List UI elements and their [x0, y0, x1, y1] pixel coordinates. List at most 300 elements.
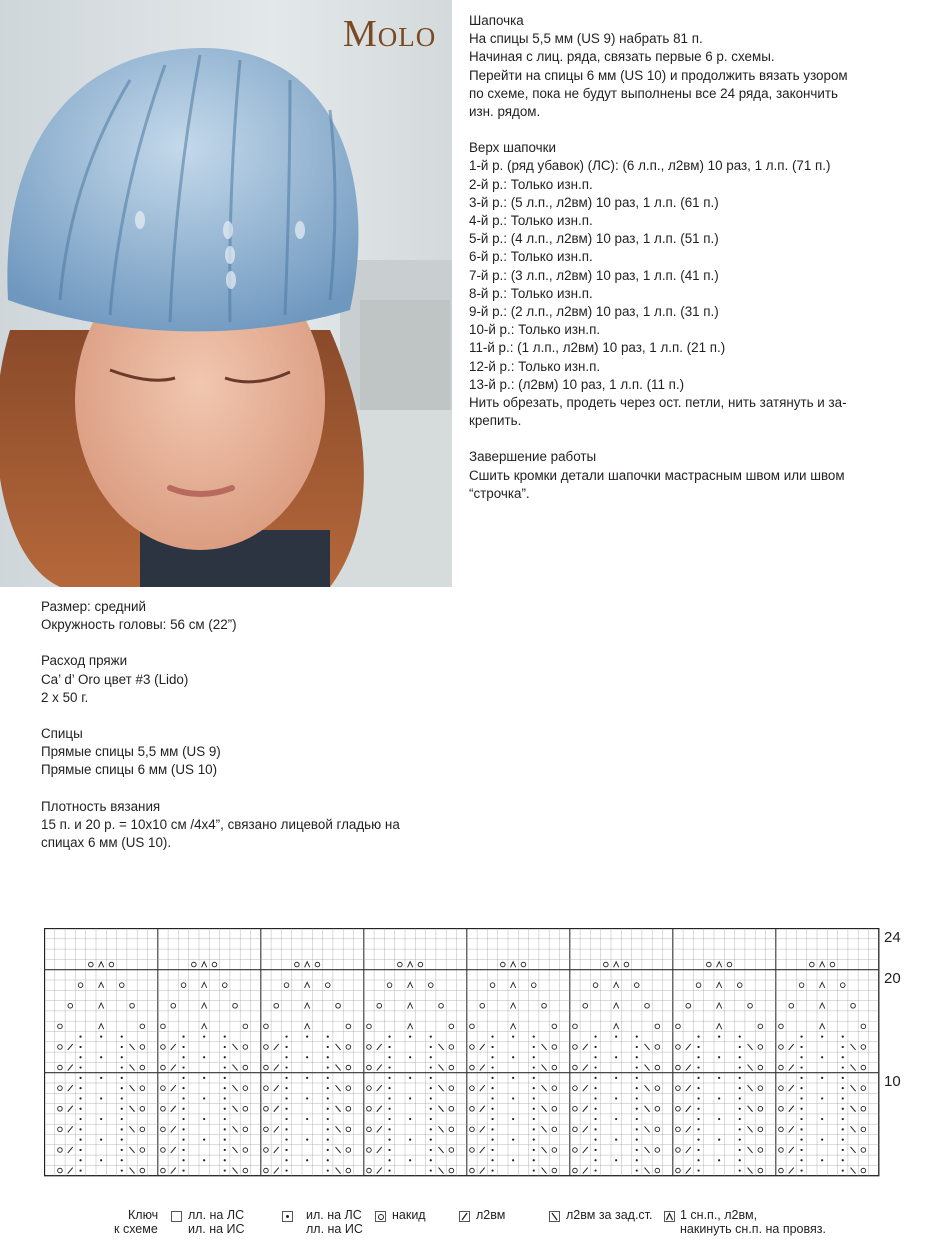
- purl-dot-mark: [430, 1108, 432, 1110]
- purl-dot-mark: [800, 1087, 802, 1089]
- key-k2tog: л2вм: [476, 1208, 506, 1222]
- purl-dot-mark: [121, 1159, 123, 1161]
- purl-dot-mark: [533, 1118, 535, 1120]
- purl-dot-mark: [800, 1149, 802, 1151]
- purl-dot-mark: [430, 1036, 432, 1038]
- purl-dot-mark: [121, 1036, 123, 1038]
- purl-dot-mark: [327, 1149, 329, 1151]
- purl-dot-mark: [121, 1149, 123, 1151]
- purl-dot-mark: [100, 1077, 102, 1079]
- purl-dot-mark: [182, 1169, 184, 1171]
- purl-dot-mark: [79, 1118, 81, 1120]
- purl-dot-mark: [739, 1097, 741, 1099]
- purl-dot-mark: [100, 1056, 102, 1058]
- top-line: 1-й р. (ряд убавок) (ЛС): (6 л.п., л2вм) 10 раз, 1 л.п. (71 п.): [469, 158, 831, 174]
- purl-dot-mark: [491, 1077, 493, 1079]
- size-line: Окружность головы: 56 см (22”): [41, 617, 237, 633]
- top-line: крепить.: [469, 413, 522, 429]
- purl-dot-mark: [636, 1066, 638, 1068]
- chart-grid: [44, 928, 880, 1178]
- purl-dot-mark: [182, 1097, 184, 1099]
- purl-dot-mark: [121, 1097, 123, 1099]
- purl-dot-mark: [224, 1139, 226, 1141]
- purl-dot-mark: [491, 1108, 493, 1110]
- purl-dot-mark: [533, 1046, 535, 1048]
- hat-line: Перейти на спицы 6 мм (US 10) и продолжить вязать узором: [469, 67, 848, 83]
- purl-dot-mark: [409, 1036, 411, 1038]
- purl-dot-mark: [121, 1077, 123, 1079]
- purl-dot-mark: [430, 1128, 432, 1130]
- purl-dot-mark: [800, 1046, 802, 1048]
- purl-dot-mark: [718, 1159, 720, 1161]
- purl-dot-mark: [821, 1118, 823, 1120]
- top-heading: Верх шапочки: [469, 140, 556, 156]
- key-blank-2: ил. на ИС: [188, 1222, 245, 1236]
- yarn-line: 2 х 50 г.: [41, 689, 89, 705]
- purl-dot-mark: [800, 1097, 802, 1099]
- purl-dot-mark: [512, 1118, 514, 1120]
- purl-dot-mark: [285, 1046, 287, 1048]
- key-dot-1: ил. на ЛС: [306, 1208, 362, 1222]
- purl-dot-mark: [594, 1097, 596, 1099]
- purl-dot-mark: [388, 1159, 390, 1161]
- purl-dot-mark: [533, 1056, 535, 1058]
- purl-dot-mark: [615, 1097, 617, 1099]
- purl-dot-mark: [182, 1087, 184, 1089]
- purl-dot-mark: [739, 1066, 741, 1068]
- purl-dot-mark: [327, 1077, 329, 1079]
- purl-dot-mark: [533, 1087, 535, 1089]
- purl-dot-mark: [697, 1046, 699, 1048]
- purl-dot-mark: [409, 1118, 411, 1120]
- purl-dot-mark: [203, 1036, 205, 1038]
- purl-dot-mark: [430, 1046, 432, 1048]
- top-line: 12-й р.: Только изн.п.: [469, 358, 601, 374]
- purl-dot-mark: [388, 1056, 390, 1058]
- purl-dot-mark: [79, 1087, 81, 1089]
- purl-dot-mark: [800, 1139, 802, 1141]
- purl-dot-mark: [594, 1077, 596, 1079]
- purl-dot-mark: [800, 1128, 802, 1130]
- purl-dot-mark: [327, 1159, 329, 1161]
- purl-dot-mark: [100, 1159, 102, 1161]
- needles-heading: Спицы: [41, 726, 83, 742]
- purl-dot-mark: [79, 1066, 81, 1068]
- pattern-title: Molo: [343, 13, 437, 55]
- knitting-chart: [44, 928, 880, 1183]
- hat-line: Начиная с лиц. ряда, связать первые 6 р. схемы.: [469, 49, 775, 65]
- purl-dot-mark: [388, 1139, 390, 1141]
- key-subtitle: к схеме: [114, 1222, 158, 1236]
- purl-dot-mark: [615, 1077, 617, 1079]
- purl-dot-mark: [491, 1087, 493, 1089]
- top-line: 10-й р.: Только изн.п.: [469, 322, 601, 338]
- purl-dot-mark: [203, 1056, 205, 1058]
- purl-dot-mark: [842, 1139, 844, 1141]
- purl-dot-mark: [615, 1036, 617, 1038]
- purl-dot-mark: [285, 1159, 287, 1161]
- purl-dot-mark: [636, 1046, 638, 1048]
- purl-dot-mark: [79, 1036, 81, 1038]
- top-line: 4-й р.: Только изн.п.: [469, 213, 593, 229]
- purl-dot-mark: [615, 1056, 617, 1058]
- purl-dot-mark: [327, 1087, 329, 1089]
- purl-dot-mark: [182, 1149, 184, 1151]
- purl-dot-mark: [636, 1159, 638, 1161]
- purl-dot-mark: [800, 1077, 802, 1079]
- size-heading: Размер: средний: [41, 599, 146, 614]
- purl-dot-mark: [306, 1097, 308, 1099]
- hat-line: На спицы 5,5 мм (US 9) набрать 81 п.: [469, 31, 703, 47]
- key-yo: накид: [392, 1208, 426, 1222]
- purl-dot-mark: [430, 1159, 432, 1161]
- purl-dot-mark: [697, 1097, 699, 1099]
- blank-square-icon: [171, 1211, 182, 1222]
- purl-dot-mark: [636, 1097, 638, 1099]
- purl-dot-mark: [512, 1097, 514, 1099]
- purl-dot-mark: [306, 1118, 308, 1120]
- purl-dot-mark: [718, 1036, 720, 1038]
- purl-dot-mark: [121, 1108, 123, 1110]
- purl-dot-mark: [224, 1077, 226, 1079]
- purl-dot-mark: [327, 1046, 329, 1048]
- purl-dot-mark: [182, 1066, 184, 1068]
- purl-dot-mark: [285, 1149, 287, 1151]
- purl-dot-mark: [739, 1077, 741, 1079]
- purl-dot-mark: [594, 1169, 596, 1171]
- purl-dot-mark: [842, 1087, 844, 1089]
- purl-dot-mark: [594, 1066, 596, 1068]
- purl-dot-mark: [594, 1118, 596, 1120]
- purl-dot-mark: [718, 1139, 720, 1141]
- purl-dot-mark: [533, 1066, 535, 1068]
- purl-dot-mark: [285, 1128, 287, 1130]
- needles-line: Прямые спицы 6 мм (US 10): [41, 762, 218, 778]
- top-line: 8-й р.: Только изн.п.: [469, 285, 593, 301]
- purl-dot-mark: [224, 1108, 226, 1110]
- purl-dot-mark: [697, 1149, 699, 1151]
- top-line: 9-й р.: (2 л.п., л2вм) 10 раз, 1 л.п. (31 п.): [469, 304, 719, 320]
- purl-dot-mark: [285, 1139, 287, 1141]
- row-label-20: 20: [884, 970, 901, 987]
- purl-dot-mark: [800, 1169, 802, 1171]
- purl-dot-mark: [327, 1097, 329, 1099]
- purl-dot-mark: [697, 1128, 699, 1130]
- purl-dot-mark: [636, 1169, 638, 1171]
- purl-dot-mark: [182, 1118, 184, 1120]
- dot-square-icon: [282, 1211, 293, 1222]
- purl-dot-mark: [800, 1056, 802, 1058]
- purl-dot-mark: [842, 1169, 844, 1171]
- purl-dot-mark: [697, 1066, 699, 1068]
- purl-dot-mark: [121, 1087, 123, 1089]
- purl-dot-mark: [306, 1056, 308, 1058]
- purl-dot-mark: [491, 1056, 493, 1058]
- purl-dot-mark: [533, 1077, 535, 1079]
- purl-dot-mark: [697, 1036, 699, 1038]
- instructions-column: [469, 12, 909, 503]
- purl-dot-mark: [594, 1056, 596, 1058]
- purl-dot-mark: [821, 1139, 823, 1141]
- purl-dot-mark: [388, 1077, 390, 1079]
- key-dot-2: лл. на ИС: [306, 1222, 363, 1236]
- purl-dot-mark: [79, 1108, 81, 1110]
- purl-dot-mark: [491, 1036, 493, 1038]
- purl-dot-mark: [842, 1046, 844, 1048]
- row-label-24: 24: [884, 929, 901, 946]
- purl-dot-mark: [594, 1087, 596, 1089]
- purl-dot-mark: [491, 1097, 493, 1099]
- purl-dot-mark: [739, 1046, 741, 1048]
- purl-dot-mark: [100, 1139, 102, 1141]
- purl-dot-mark: [697, 1118, 699, 1120]
- purl-dot-mark: [739, 1159, 741, 1161]
- purl-dot-mark: [224, 1066, 226, 1068]
- purl-dot-mark: [636, 1128, 638, 1130]
- finish-line: Сшить кромки детали шапочки мастрасным швом или швом: [469, 467, 845, 483]
- k2tog-icon: [459, 1211, 470, 1222]
- purl-dot-mark: [430, 1169, 432, 1171]
- purl-dot-mark: [409, 1159, 411, 1161]
- purl-dot-mark: [491, 1139, 493, 1141]
- purl-dot-mark: [697, 1159, 699, 1161]
- purl-dot-mark: [182, 1036, 184, 1038]
- purl-dot-mark: [79, 1077, 81, 1079]
- purl-dot-mark: [533, 1159, 535, 1161]
- purl-dot-mark: [327, 1118, 329, 1120]
- purl-dot-mark: [821, 1159, 823, 1161]
- purl-dot-mark: [533, 1128, 535, 1130]
- purl-dot-mark: [491, 1118, 493, 1120]
- purl-dot-mark: [821, 1077, 823, 1079]
- purl-dot-mark: [739, 1118, 741, 1120]
- purl-dot-mark: [512, 1077, 514, 1079]
- purl-dot-mark: [491, 1149, 493, 1151]
- purl-dot-mark: [800, 1036, 802, 1038]
- purl-dot-mark: [697, 1169, 699, 1171]
- purl-dot-mark: [182, 1139, 184, 1141]
- purl-dot-mark: [182, 1128, 184, 1130]
- purl-dot-mark: [739, 1108, 741, 1110]
- purl-dot-mark: [821, 1056, 823, 1058]
- key-cdd-1: 1 сн.п., л2вм,: [680, 1208, 758, 1222]
- needles-line: Прямые спицы 5,5 мм (US 9): [41, 744, 221, 760]
- materials-column: [41, 598, 461, 852]
- hat-heading: Шапочка: [469, 13, 524, 28]
- purl-dot-mark: [739, 1139, 741, 1141]
- purl-dot-mark: [285, 1097, 287, 1099]
- row-label-10: 10: [884, 1073, 901, 1090]
- purl-dot-mark: [224, 1087, 226, 1089]
- purl-dot-mark: [739, 1087, 741, 1089]
- purl-dot-mark: [697, 1087, 699, 1089]
- purl-dot-mark: [409, 1077, 411, 1079]
- purl-dot-mark: [594, 1108, 596, 1110]
- purl-dot-mark: [615, 1118, 617, 1120]
- purl-dot-mark: [697, 1056, 699, 1058]
- purl-dot-mark: [594, 1046, 596, 1048]
- purl-dot-mark: [224, 1036, 226, 1038]
- purl-dot-mark: [739, 1169, 741, 1171]
- purl-dot-mark: [430, 1056, 432, 1058]
- purl-dot-mark: [306, 1139, 308, 1141]
- purl-dot-mark: [121, 1066, 123, 1068]
- gauge-heading: Плотность вязания: [41, 798, 161, 814]
- purl-dot-mark: [842, 1066, 844, 1068]
- gauge-line: спицах 6 мм (US 10).: [41, 835, 172, 851]
- purl-dot-mark: [636, 1056, 638, 1058]
- purl-dot-mark: [718, 1097, 720, 1099]
- purl-dot-mark: [842, 1056, 844, 1058]
- yarn-over-icon: [375, 1211, 386, 1222]
- purl-dot-mark: [327, 1108, 329, 1110]
- purl-dot-mark: [285, 1066, 287, 1068]
- finish-heading: Завершение работы: [469, 449, 597, 465]
- purl-dot-mark: [388, 1097, 390, 1099]
- purl-dot-mark: [430, 1139, 432, 1141]
- purl-dot-mark: [533, 1097, 535, 1099]
- key-title: Ключ: [128, 1208, 159, 1222]
- purl-dot-mark: [203, 1118, 205, 1120]
- top-line: 13-й р.: (л2вм) 10 раз, 1 л.п. (11 п.): [469, 376, 685, 392]
- purl-dot-mark: [533, 1108, 535, 1110]
- purl-dot-mark: [203, 1159, 205, 1161]
- purl-dot-mark: [224, 1159, 226, 1161]
- top-line: 11-й р.: (1 л.п., л2вм) 10 раз, 1 л.п. (21 п.): [469, 340, 726, 356]
- purl-dot-mark: [327, 1066, 329, 1068]
- purl-dot-mark: [79, 1149, 81, 1151]
- purl-dot-mark: [533, 1149, 535, 1151]
- purl-dot-mark: [388, 1046, 390, 1048]
- purl-dot-mark: [615, 1159, 617, 1161]
- yarn-line: Ca’ d’ Oro цвет #3 (Lido): [41, 671, 189, 687]
- purl-dot-mark: [739, 1036, 741, 1038]
- hat-photo: [0, 0, 452, 587]
- purl-dot-mark: [594, 1128, 596, 1130]
- purl-dot-mark: [327, 1036, 329, 1038]
- purl-dot-mark: [182, 1077, 184, 1079]
- purl-dot-mark: [327, 1128, 329, 1130]
- purl-dot-mark: [842, 1108, 844, 1110]
- key-k2tog-tbl: л2вм за зад.ст.: [566, 1208, 653, 1222]
- purl-dot-mark: [842, 1077, 844, 1079]
- purl-dot-mark: [491, 1046, 493, 1048]
- purl-dot-mark: [430, 1149, 432, 1151]
- purl-dot-mark: [121, 1118, 123, 1120]
- purl-dot-mark: [430, 1118, 432, 1120]
- purl-dot-mark: [306, 1159, 308, 1161]
- purl-dot-mark: [842, 1118, 844, 1120]
- purl-dot-mark: [842, 1149, 844, 1151]
- purl-dot-mark: [512, 1056, 514, 1058]
- purl-dot-mark: [718, 1056, 720, 1058]
- purl-dot-mark: [636, 1036, 638, 1038]
- purl-dot-mark: [121, 1169, 123, 1171]
- purl-dot-mark: [388, 1169, 390, 1171]
- purl-dot-mark: [615, 1139, 617, 1141]
- purl-dot-mark: [388, 1128, 390, 1130]
- purl-dot-mark: [842, 1128, 844, 1130]
- purl-dot-mark: [203, 1097, 205, 1099]
- purl-dot-mark: [409, 1139, 411, 1141]
- purl-dot-mark: [636, 1108, 638, 1110]
- purl-dot-mark: [636, 1077, 638, 1079]
- purl-dot-mark: [306, 1077, 308, 1079]
- purl-dot-mark: [327, 1169, 329, 1171]
- purl-dot-mark: [491, 1159, 493, 1161]
- purl-dot-mark: [636, 1118, 638, 1120]
- purl-dot-mark: [388, 1036, 390, 1038]
- purl-dot-mark: [327, 1056, 329, 1058]
- purl-dot-mark: [79, 1046, 81, 1048]
- hat-line: по схеме, пока не будут выполнены все 24 ряда, закончить: [469, 85, 839, 101]
- purl-dot-mark: [388, 1149, 390, 1151]
- key-cdd-2: накинуть сн.п. на провяз.: [680, 1222, 826, 1236]
- yarn-heading: Расход пряжи: [41, 653, 128, 669]
- cdd-icon: [664, 1211, 675, 1222]
- purl-dot-mark: [79, 1139, 81, 1141]
- purl-dot-mark: [182, 1108, 184, 1110]
- purl-dot-mark: [388, 1108, 390, 1110]
- purl-dot-mark: [800, 1108, 802, 1110]
- top-line: 7-й р.: (3 л.п., л2вм) 10 раз, 1 л.п. (41 п.): [469, 267, 719, 283]
- purl-dot-mark: [697, 1077, 699, 1079]
- top-line: 6-й р.: Только изн.п.: [469, 249, 593, 265]
- k2tog-tbl-icon: [549, 1211, 560, 1222]
- purl-dot-mark: [327, 1139, 329, 1141]
- top-line: Нить обрезать, продеть через ост. петли, нить затянуть и за-: [469, 395, 847, 411]
- purl-dot-mark: [636, 1149, 638, 1151]
- chart-key: [0, 1208, 928, 1256]
- purl-dot-mark: [388, 1087, 390, 1089]
- purl-dot-mark: [182, 1046, 184, 1048]
- purl-dot-mark: [121, 1128, 123, 1130]
- purl-dot-mark: [224, 1118, 226, 1120]
- purl-dot-mark: [739, 1056, 741, 1058]
- purl-dot-mark: [430, 1066, 432, 1068]
- purl-dot-mark: [285, 1108, 287, 1110]
- hat-line: изн. рядом.: [469, 104, 541, 120]
- purl-dot-mark: [285, 1087, 287, 1089]
- gauge-line: 15 п. и 20 р. = 10х10 см /4х4”, связано лицевой гладью на: [41, 816, 400, 832]
- top-line: 3-й р.: (5 л.п., л2вм) 10 раз, 1 л.п. (61 п.): [469, 194, 719, 210]
- purl-dot-mark: [739, 1149, 741, 1151]
- purl-dot-mark: [409, 1056, 411, 1058]
- purl-dot-mark: [739, 1128, 741, 1130]
- purl-dot-mark: [533, 1139, 535, 1141]
- purl-dot-mark: [100, 1118, 102, 1120]
- purl-dot-mark: [800, 1159, 802, 1161]
- purl-dot-mark: [224, 1056, 226, 1058]
- purl-dot-mark: [842, 1097, 844, 1099]
- purl-dot-mark: [718, 1118, 720, 1120]
- purl-dot-mark: [821, 1036, 823, 1038]
- purl-dot-mark: [491, 1128, 493, 1130]
- purl-dot-mark: [182, 1056, 184, 1058]
- purl-dot-mark: [842, 1036, 844, 1038]
- top-line: 5-й р.: (4 л.п., л2вм) 10 раз, 1 л.п. (51 п.): [469, 231, 719, 247]
- purl-dot-mark: [203, 1139, 205, 1141]
- purl-dot-mark: [800, 1066, 802, 1068]
- purl-dot-mark: [285, 1118, 287, 1120]
- purl-dot-mark: [842, 1159, 844, 1161]
- purl-dot-mark: [100, 1036, 102, 1038]
- purl-dot-mark: [533, 1169, 535, 1171]
- purl-dot-mark: [100, 1097, 102, 1099]
- photo-illustration: [0, 0, 452, 587]
- purl-dot-mark: [224, 1097, 226, 1099]
- purl-dot-mark: [512, 1036, 514, 1038]
